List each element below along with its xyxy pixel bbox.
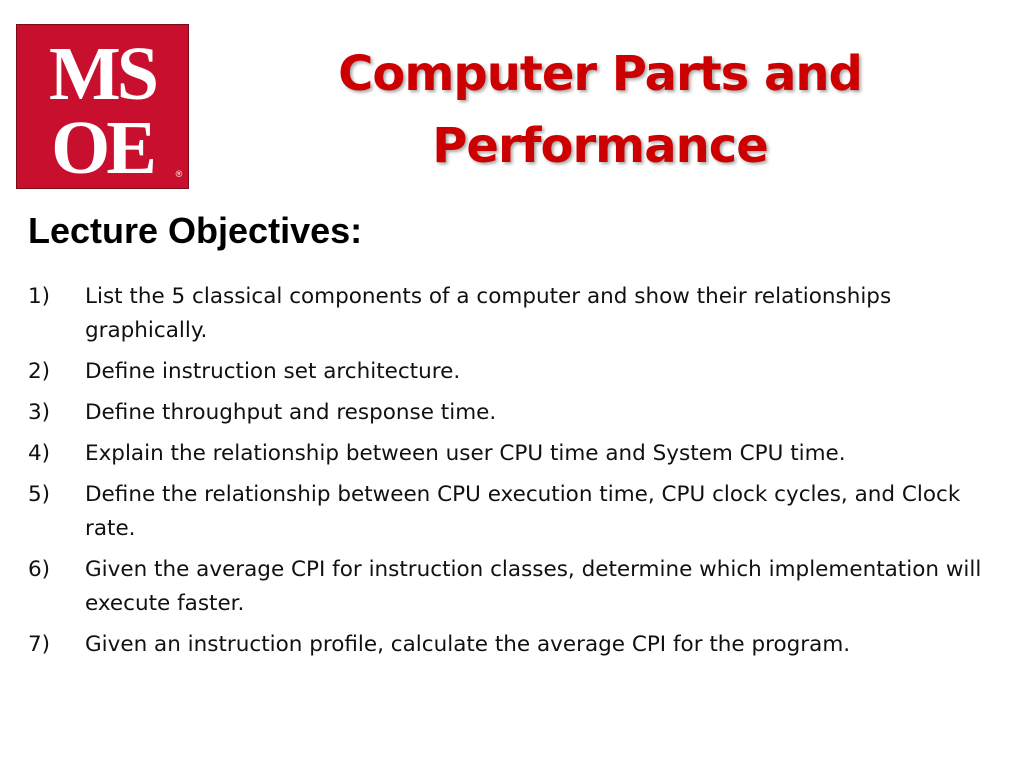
objective-text: Given an instruction profile, calculate the average CPI for the program. (85, 632, 851, 657)
objective-number: 6) (28, 557, 51, 582)
objective-item (28, 478, 1003, 546)
objective-text: Given the average CPI for instruction classes, determine which implementation will execute faster. (85, 557, 982, 616)
logo-row-ms: MS (49, 32, 155, 116)
title-line-1: Computer Parts and (338, 46, 862, 102)
objective-number: 2) (28, 359, 51, 384)
objective-item (28, 280, 1003, 348)
msoe-logo-graphic (17, 25, 188, 188)
registered-mark: ® (175, 169, 183, 179)
objective-number: 1) (28, 284, 51, 309)
objective-item (28, 553, 1003, 621)
slide-title (300, 38, 900, 182)
objective-item (28, 437, 1003, 471)
objective-number: 5) (28, 482, 51, 507)
objective-text: Explain the relationship between user CPU time and System CPU time. (85, 441, 846, 466)
objective-number: 7) (28, 632, 51, 657)
objective-item (28, 355, 1003, 389)
logo-row-oe: OE (51, 106, 153, 188)
objective-text: Define instruction set architecture. (85, 359, 461, 384)
objective-number: 4) (28, 441, 51, 466)
objective-text: List the 5 classical components of a computer and show their relationships graphically. (85, 284, 892, 343)
objective-text: Define the relationship between CPU execution time, CPU clock cycles, and Clock rate. (85, 482, 961, 541)
objective-number: 3) (28, 400, 51, 425)
section-heading: Lecture Objectives: (28, 210, 363, 251)
objective-item (28, 628, 1003, 662)
objectives-list (28, 280, 1003, 669)
objective-text: Define throughput and response time. (85, 400, 497, 425)
title-line-2: Performance (432, 118, 768, 174)
objective-item (28, 396, 1003, 430)
msoe-logo (16, 24, 189, 189)
